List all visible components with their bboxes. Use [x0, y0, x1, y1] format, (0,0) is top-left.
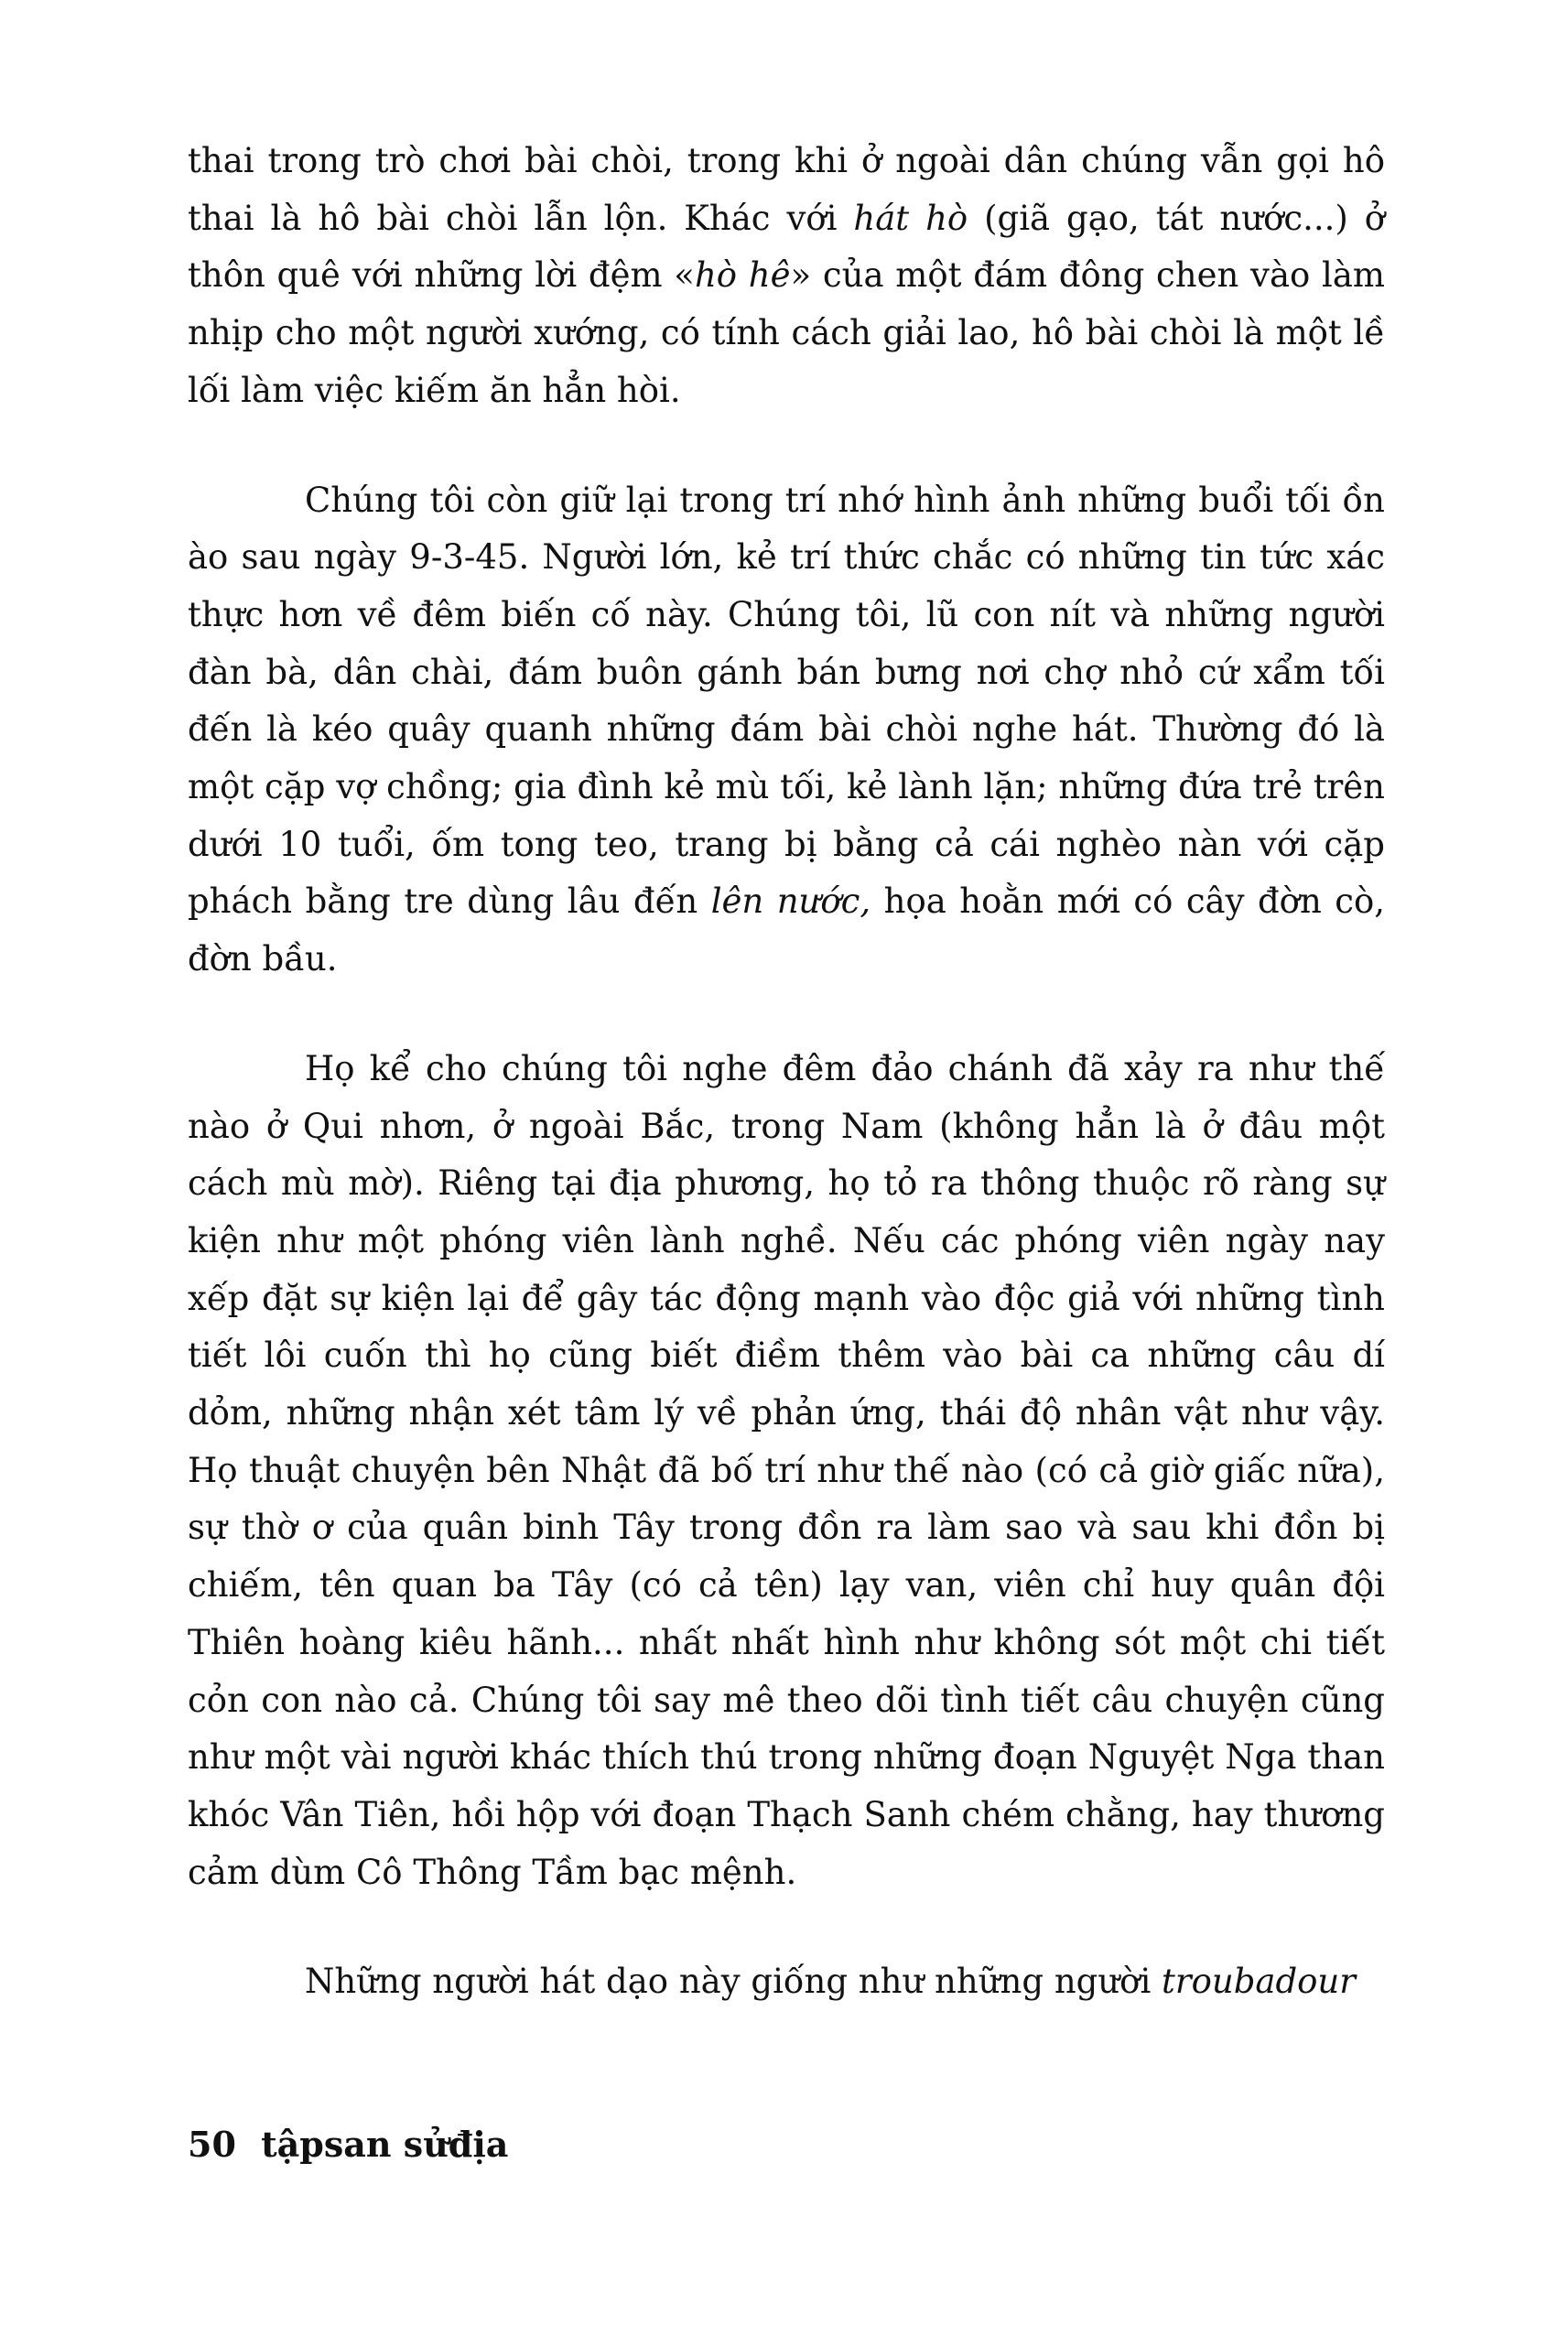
italic-phrase: hò hê [694, 255, 791, 296]
publication-title: tậpsan sửđịa [261, 2124, 509, 2165]
text-run: thai trong trò chơi bài chòi, trong khi ở ngoài dân chúng vẫn gọi hô thai là hô bài chòi lẫn lộn. Khác với [188, 141, 1385, 238]
page-number: 50 [188, 2124, 236, 2165]
italic-phrase: hát hò [853, 198, 968, 238]
italic-phrase: troubadour [1162, 1962, 1356, 2002]
text-run: » của một đám đông chen vào làm nhịp cho một người xướng, có tính cách giải lao, hô bài chòi là một lề lối làm việc kiếm ăn hẳn hòi. [188, 255, 1385, 410]
paragraph [188, 1041, 1385, 1902]
text-run: Chúng tôi còn giữ lại trong trí nhớ hình ảnh những buổi tối ồn ào sau ngày 9-3-45. Người lớn, kẻ trí thức chắc có những tin tức xác thực hơn về đêm biến cố này. Chúng tôi, lũ con nít và những người đàn bà, dân chài, đám buôn gánh bán bưng nơi chợ nhỏ cứ xẩm tối đến là kéo quây quanh những đám bài chòi nghe hát. Thường đó là một cặp vợ chồng; gia đình kẻ mù tối, kẻ lành lặn; những đứa trẻ trên dưới 10 tuổi, ốm tong teo, trang bị bằng cả cái nghèo nàn với cặp phách bằng tre dùng lâu đến [188, 480, 1385, 922]
text-run: họa hoằn mới có cây đờn cò, đờn bầu. [188, 881, 1385, 979]
text-run: Những người hát dạo này giống như những người [305, 1962, 1162, 2002]
text-run: Họ kể cho chúng tôi nghe đêm đảo chánh đã xảy ra như thế nào ở Qui nhơn, ở ngoài Bắc, trong Nam (không hẳn là ở đâu một cách mù mờ). Riêng tại địa phương, họ tỏ ra thông thuộc rõ ràng sự kiện như một phóng viên lành nghề. Nếu các phóng viên ngày nay xếp đặt sự kiện lại để gây tác động mạnh vào độc giả với những tình tiết lôi cuốn thì họ cũng biết điềm thêm vào bài ca những câu dí dỏm, những nhận xét tâm lý về phản ứng, thái độ nhân vật như vậy. Họ thuật chuyện bên Nhật đã bố trí như thế nào (có cả giờ giấc nữa), sự thờ ơ của quân binh Tây trong đồn ra làm sao và sau khi đồn bị chiếm, tên quan ba Tây (có cả tên) lạy van, viên chỉ huy quân đội Thiên hoàng kiêu hãnh... nhất nhất hình như không sót một chi tiết cỏn con nào cả. Chúng tôi say mê theo dõi tình tiết câu chuyện cũng như một vài người khác thích thú trong những đoạn Nguyệt Nga than khóc Vân Tiên, hồi hộp với đoạn Thạch Sanh chém chằng, hay thương cảm dùm Cô Thông Tầm bạc mệnh. [188, 1048, 1385, 1892]
paragraph [188, 472, 1385, 989]
italic-phrase: lên nước, [710, 881, 871, 922]
text-run: (giã gạo, tát nước...) ở thôn quê với những lời đệm « [188, 198, 1385, 296]
paragraph [188, 133, 1385, 420]
page-footer [188, 2124, 508, 2165]
body-text [188, 133, 1385, 2011]
paragraph [188, 1953, 1385, 2011]
